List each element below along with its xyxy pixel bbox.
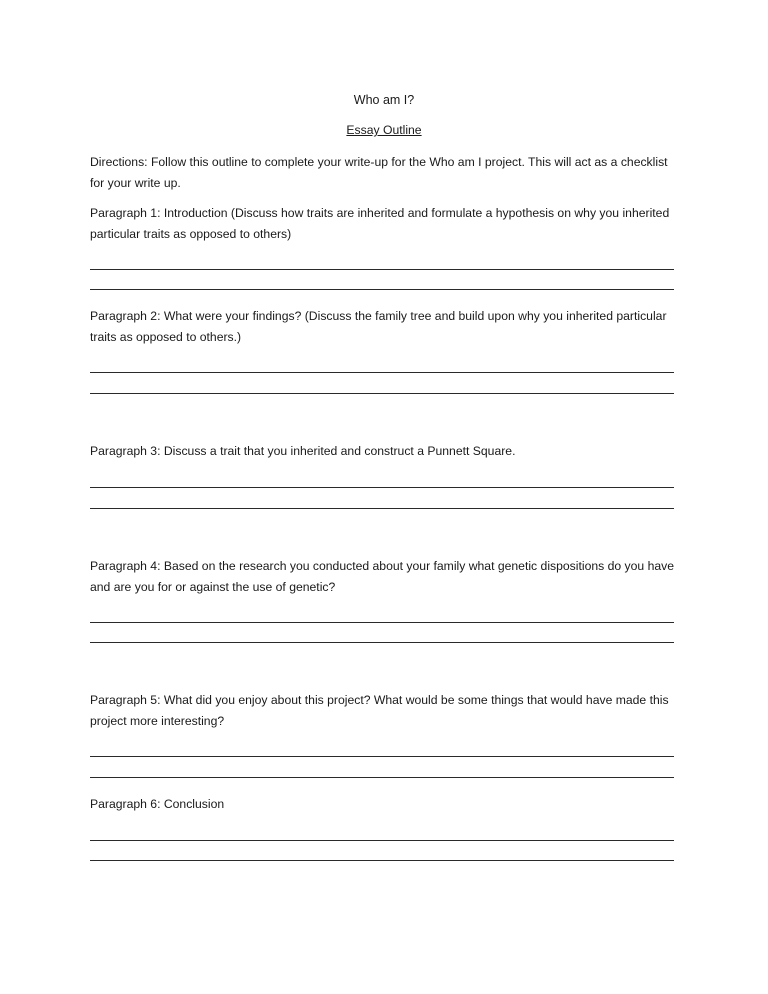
- answer-line[interactable]: [90, 642, 674, 643]
- paragraph-5-prompt: Paragraph 5: What did you enjoy about this project? What would be some things that would have made this project more interesting?: [90, 693, 669, 728]
- paragraph-1-prompt: Paragraph 1: Introduction (Discuss how traits are inherited and formulate a hypothesis on why you inherited particular traits as opposed to others): [90, 206, 670, 241]
- answer-line[interactable]: [90, 756, 674, 757]
- paragraph-6-prompt: Paragraph 6: Conclusion: [90, 797, 225, 811]
- paragraph-3-prompt: Paragraph 3: Discuss a trait that you inherited and construct a Punnett Square.: [90, 444, 516, 458]
- answer-line[interactable]: [90, 840, 674, 841]
- answer-line[interactable]: [90, 393, 674, 394]
- directions-text: Directions: Follow this outline to complete your write-up for the Who am I project. This will act as a checklist for your write up.: [90, 155, 668, 190]
- page-title: Who am I?: [353, 93, 415, 107]
- answer-line[interactable]: [90, 289, 674, 290]
- paragraph-4-prompt: Paragraph 4: Based on the research you conducted about your family what genetic dispositions do you have and are you for or against the use of genetic?: [90, 559, 675, 594]
- answer-line[interactable]: [90, 860, 674, 861]
- answer-line[interactable]: [90, 777, 674, 778]
- page-subtitle: Essay Outline: [346, 123, 422, 137]
- answer-line[interactable]: [90, 269, 674, 270]
- paragraph-2-prompt: Paragraph 2: What were your findings? (Discuss the family tree and build upon why you inherited particular traits as opposed to others.): [90, 309, 667, 344]
- answer-line[interactable]: [90, 372, 674, 373]
- answer-line[interactable]: [90, 622, 674, 623]
- answer-line[interactable]: [90, 487, 674, 488]
- answer-line[interactable]: [90, 508, 674, 509]
